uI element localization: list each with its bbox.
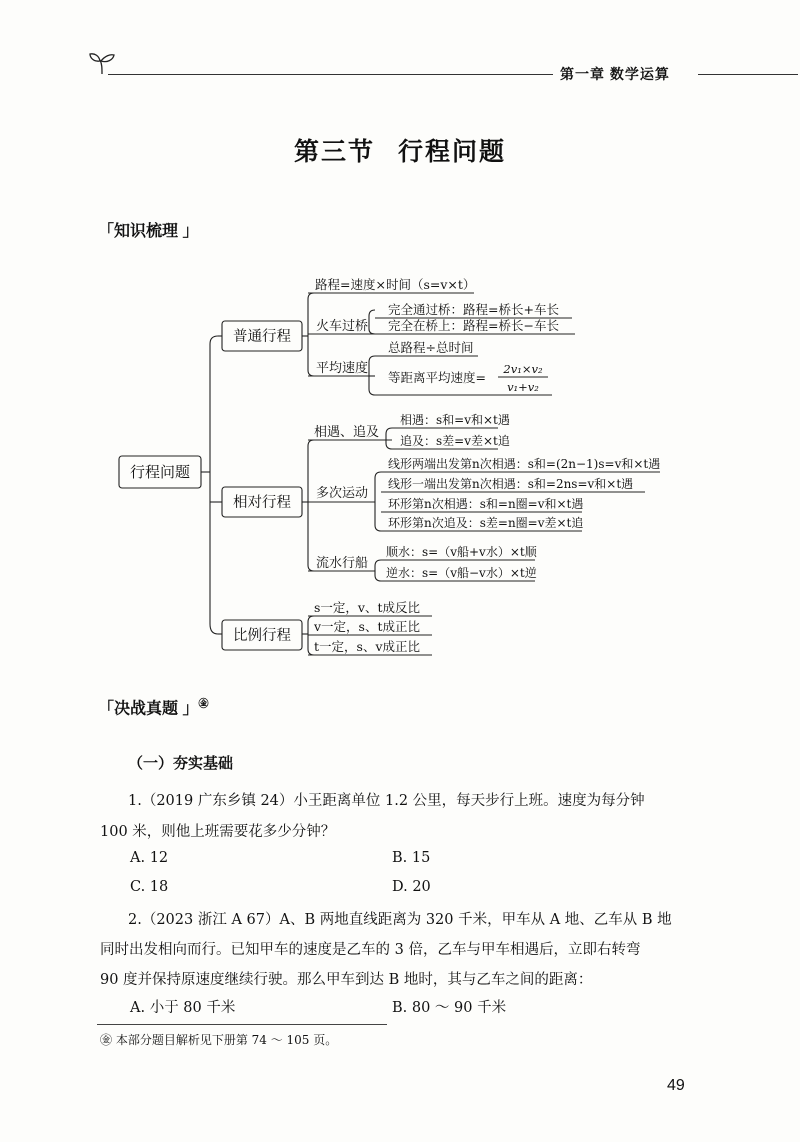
q2-option-b: B. 80 ～ 90 千米 bbox=[392, 1000, 507, 1016]
label-average-speed: 平均速度 bbox=[316, 361, 369, 376]
sprout-icon bbox=[88, 50, 118, 80]
meet-item-1: 相遇：s和=v和×t遇 bbox=[400, 413, 510, 427]
boat-item-1: 顺水：s=（v船+v水）×t顺 bbox=[386, 545, 537, 559]
ratio-item-2: v一定，s、t成正比 bbox=[314, 619, 421, 634]
q2-line-3: 90 度并保持原速度继续行驶。那么甲车到达 B 地时，其与乙车之间的距离： bbox=[100, 972, 593, 988]
bracket-close-icon: 」 bbox=[178, 700, 199, 718]
branch-proportion: 比例行程 bbox=[233, 628, 291, 644]
label-multi-motion: 多次运动 bbox=[316, 486, 369, 501]
page-number: 49 bbox=[667, 1077, 685, 1094]
multi-item-2: 线形一端出发第n次相遇：s和=2ns=v和×t遇 bbox=[388, 477, 634, 491]
bracket-open-icon: 「 bbox=[98, 223, 115, 240]
q1-option-c: C. 18 bbox=[130, 879, 169, 895]
section-label: 知识梳理 bbox=[114, 223, 179, 240]
header-rule-right bbox=[698, 74, 798, 75]
q2-line-2: 同时出发相向而行。已知甲车的速度是乙车的 3 倍，乙车与甲车相遇后，立即右转弯 bbox=[100, 942, 641, 958]
q1-option-b: B. 15 bbox=[392, 850, 431, 866]
avg-fraction-numerator: 2v₁×v₂ bbox=[503, 362, 543, 376]
header-rule bbox=[108, 74, 553, 75]
train-item-2: 完全在桥上：路程=桥长−车长 bbox=[388, 318, 559, 333]
boat-item-2: 逆水：s=（v船−v水）×t逆 bbox=[386, 566, 537, 580]
avg-fraction-denominator: v₁+v₂ bbox=[507, 380, 539, 394]
footnote-rule bbox=[97, 1024, 387, 1025]
branch-normal: 普通行程 bbox=[233, 329, 291, 345]
bracket-close-icon: 」 bbox=[178, 223, 199, 240]
formula-distance: 路程=速度×时间（s=v×t） bbox=[315, 277, 476, 292]
meet-item-2: 追及：s差=v差×t追 bbox=[400, 434, 510, 448]
section-heading-knowledge bbox=[98, 218, 198, 241]
avg-item-1: 总路程÷总时间 bbox=[388, 340, 474, 355]
q1-line-2: 100 米，则他上班需要花多少分钟？ bbox=[100, 824, 336, 840]
label-boat: 流水行船 bbox=[316, 556, 369, 571]
q2-line-1: 2.（2023 浙江 A 67）A、B 两地直线距离为 320 千米，甲车从 A 地、乙车从 B 地 bbox=[128, 912, 672, 928]
branch-relative: 相对行程 bbox=[233, 495, 291, 511]
q1-option-a: A. 12 bbox=[130, 850, 169, 866]
avg-item-2: 等距离平均速度= bbox=[388, 370, 486, 385]
section-label: 决战真题 bbox=[114, 700, 179, 718]
ratio-item-1: s一定，v、t成反比 bbox=[314, 600, 421, 615]
page-title: 第三节 行程问题 bbox=[294, 138, 506, 166]
footnote: ㊎ 本部分题目解析见下册第 74 ～ 105 页。 bbox=[100, 1033, 338, 1047]
q2-option-a: A. 小于 80 千米 bbox=[130, 1000, 236, 1016]
bracket-open-icon: 「 bbox=[98, 700, 115, 718]
q1-option-d: D. 20 bbox=[392, 879, 431, 895]
medal-icon: ㊎ bbox=[198, 699, 209, 710]
ratio-item-3: t一定，s、v成正比 bbox=[314, 639, 421, 654]
section-heading-exam bbox=[98, 695, 208, 718]
q1-line-1: 1.（2019 广东乡镇 24）小王距离单位 1.2 公里，每天步行上班。速度为每分钟 bbox=[128, 793, 645, 809]
label-train-bridge: 火车过桥 bbox=[316, 319, 369, 334]
train-item-1: 完全通过桥：路程=桥长+车长 bbox=[388, 302, 559, 317]
part-heading: （一）夯实基础 bbox=[128, 755, 234, 772]
multi-item-1: 线形两端出发第n次相遇：s和=(2n−1)s=v和×t遇 bbox=[388, 457, 661, 471]
mindmap-root: 行程问题 bbox=[129, 463, 191, 481]
mind-map bbox=[0, 260, 800, 670]
label-meet-chase: 相遇、追及 bbox=[314, 425, 380, 440]
chapter-title: 第一章 数学运算 bbox=[560, 66, 670, 82]
multi-item-4: 环形第n次追及：s差=n圈=v差×t追 bbox=[388, 516, 584, 530]
multi-item-3: 环形第n次相遇：s和=n圈=v和×t遇 bbox=[388, 497, 584, 511]
